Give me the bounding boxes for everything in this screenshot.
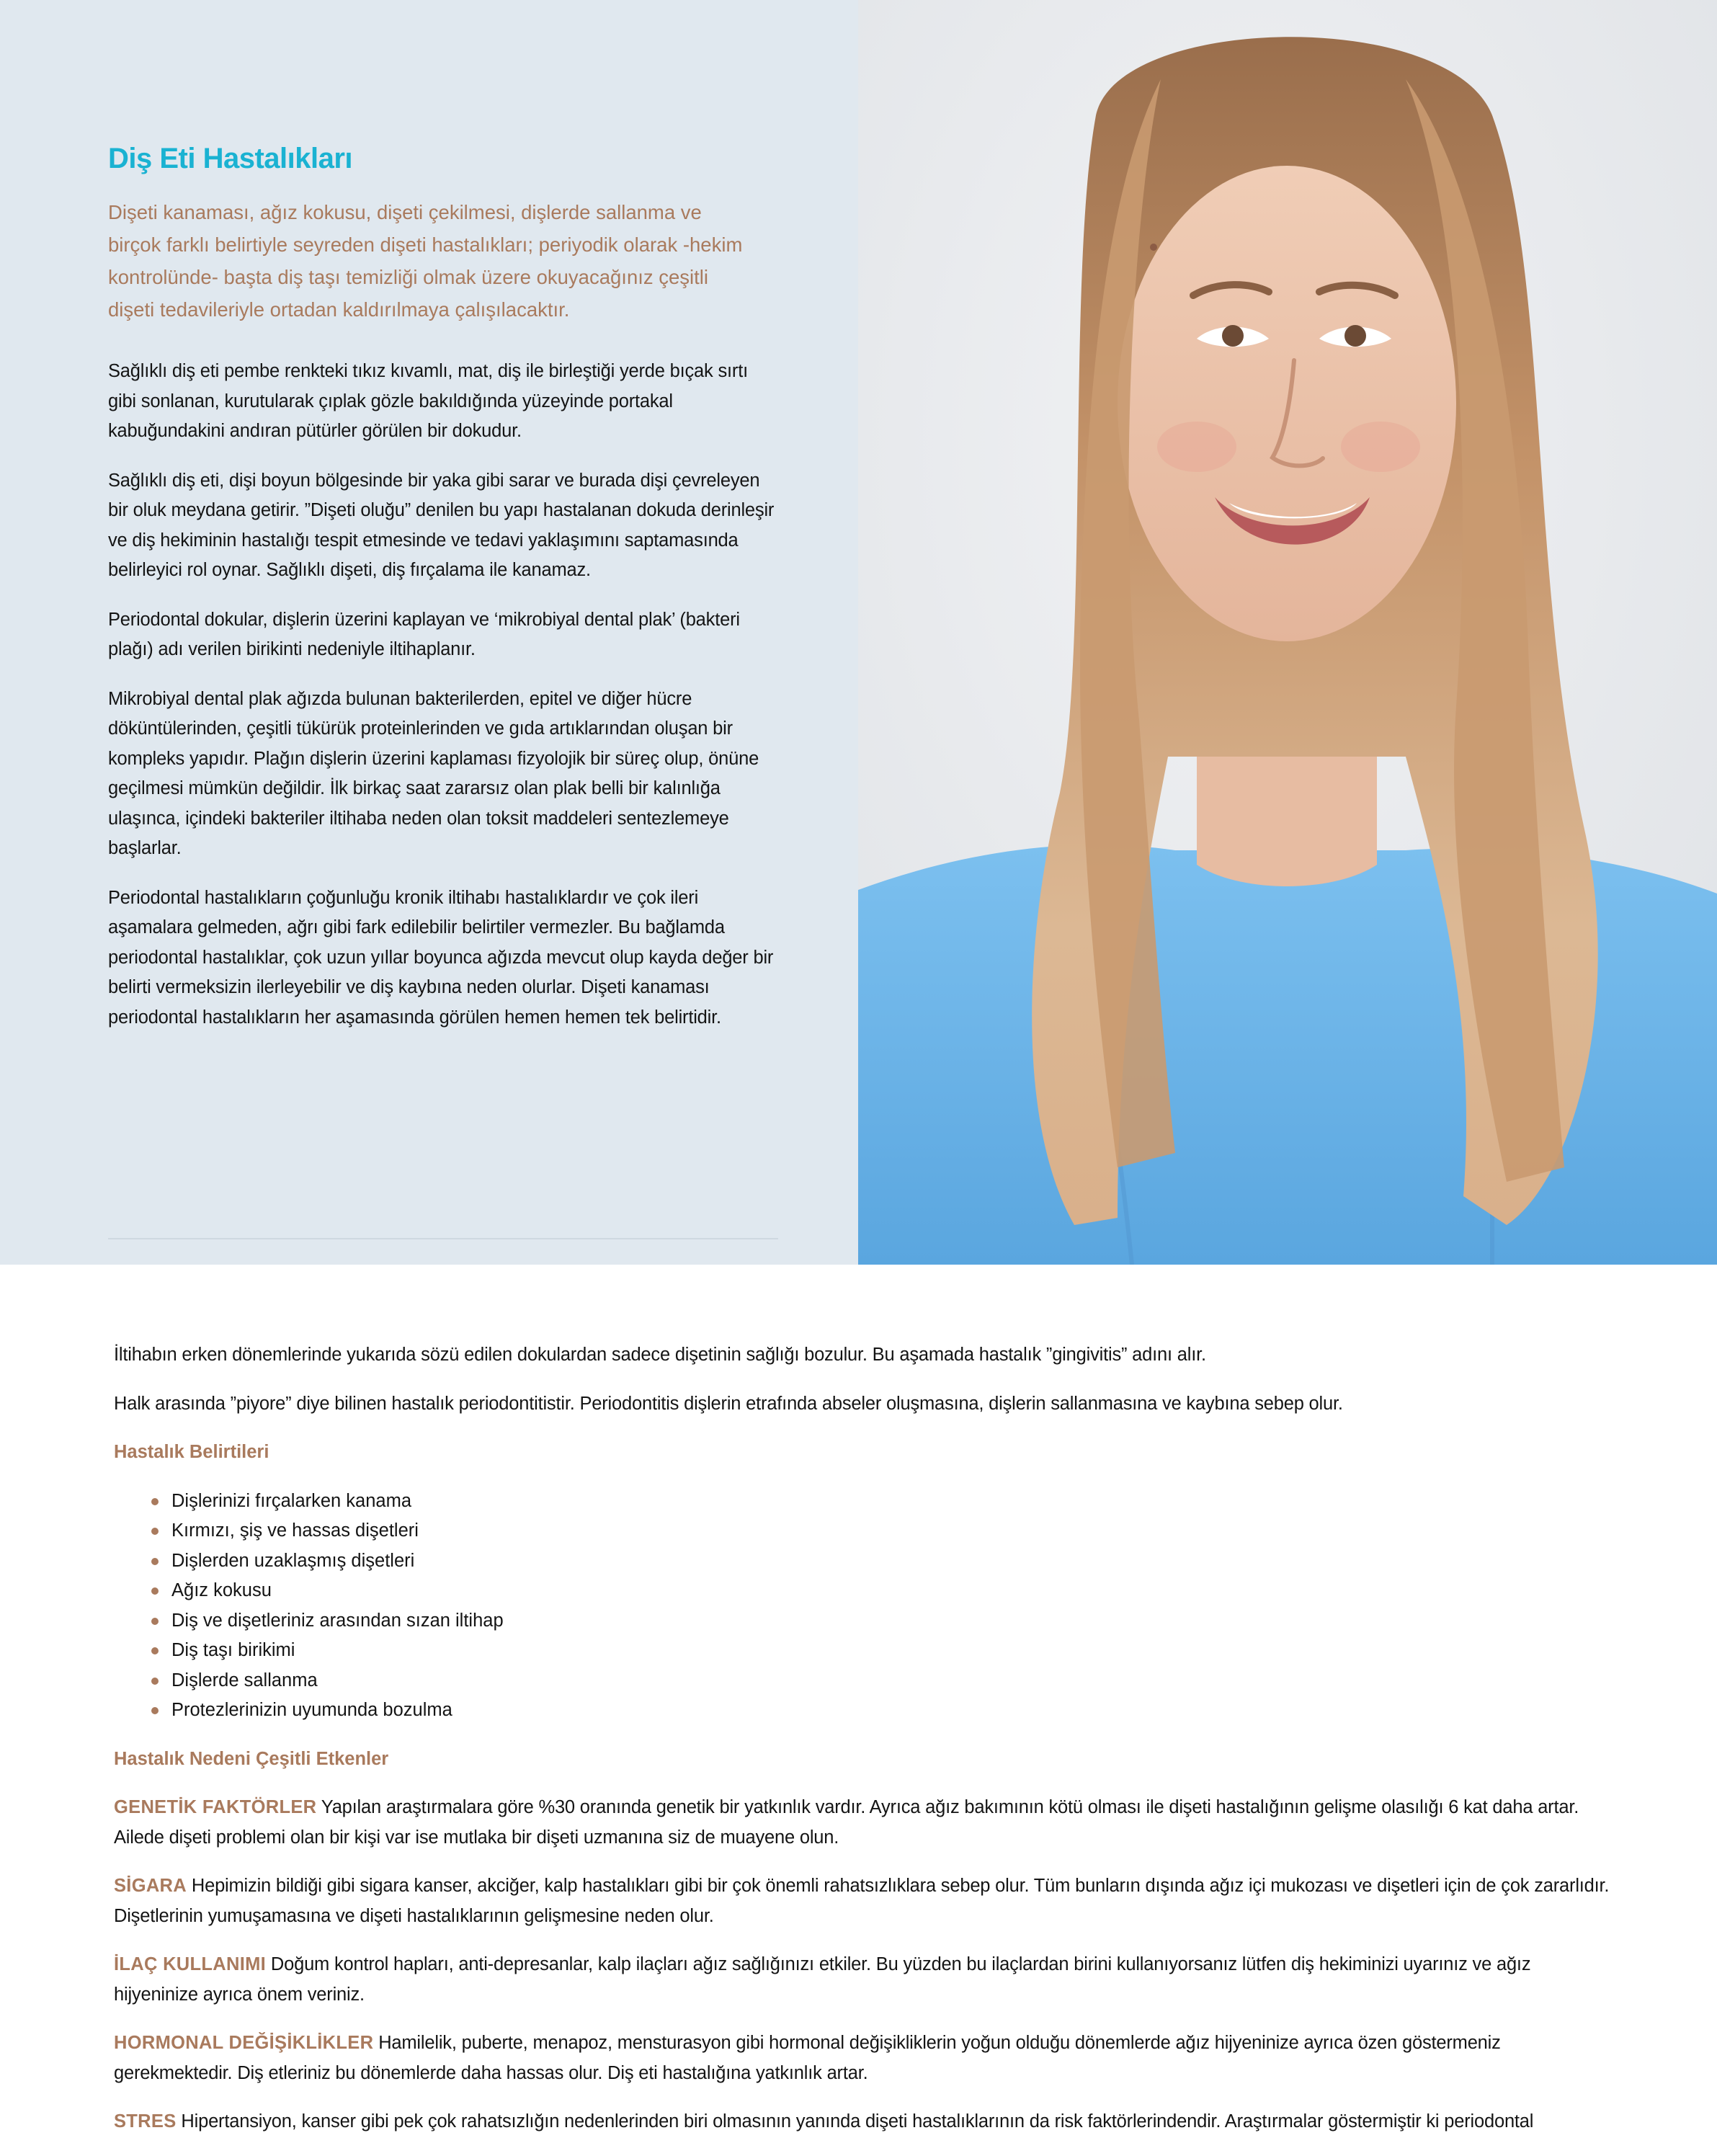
intro-paragraph: Halk arasında ”piyore” diye bilinen hastalık periodontitistir. Periodontitis dişlerin etrafında abseler oluşmasına, dişlerin sallanmasına ve kaybına sebep olur. (114, 1393, 1343, 1414)
list-item-text: Diş taşı birikimi (171, 1640, 295, 1660)
body-paragraph: Periodontal dokular, dişlerin üzerini kaplayan ve ‘mikrobiyal dental plak’ (bakteri plağı) adı verilen birikinti nedeniyle iltihaplanır. (108, 609, 740, 659)
factor-text: Hamilelik, puberte, menapoz, mensturasyon gibi hormonal değişikliklerin yoğun olduğu dönemlerde ağız hijyeninize ayrıca özen göstermeniz gerekmektedir. Diş etleriniz bu dönemlerde daha hassas olur. Diş eti hastalığına yatkınlık artar. (114, 2033, 1501, 2083)
causes-heading: Hastalık Nedeni Çeşitli Etkenler (114, 1748, 389, 1769)
body-paragraph: Periodontal hastalıkların çoğunluğu kronik iltihabı hastalıklardır ve çok ileri aşamalara gelmeden, ağrı gibi fark edilebilir belirtiler vermezler. Bu bağlamda periodontal hastalıklar, çok uzun yıllar boyunca ağızda mevcut olup kayda değer bir belirti vermeksizin ilerleyebilir ve diş kaybına neden olurlar. Dişeti kanaması periodontal hastalıkların her aşamasında görülen hemen hemen tek belirtidir. (108, 887, 774, 1028)
bullet-icon (151, 1647, 159, 1654)
factor-label: HORMONAL DEĞİŞİKLİKLER (114, 2033, 374, 2053)
list-item-text: Kırmızı, şiş ve hassas dişetleri (171, 1520, 419, 1541)
list-item (151, 1516, 1613, 1546)
article-content (114, 1340, 1613, 2156)
body-paragraph: Mikrobiyal dental plak ağızda bulunan bakterilerden, epitel ve diğer hücre döküntülerinden, çeşitli tükürük proteinlerinden ve gıda artıklarından oluşan bir kompleks yapıdır. Plağın dişlerin üzerini kaplaması fizyolojik bir süreç olup, önüne geçilmesi mümkün değildir. İlk birkaç saat zararsız olan plak belli bir kalınlığa ulaşınca, içindeki bakteriler iltihaba neden olan toksit maddeleri sentezlemeye başlarlar. (108, 688, 759, 858)
list-item (151, 1546, 1613, 1577)
factor-paragraph (114, 2107, 1613, 2137)
list-item-text: Dişlerden uzaklaşmış dişetleri (171, 1550, 415, 1571)
list-item-text: Ağız kokusu (171, 1580, 272, 1600)
list-item-text: Protezlerinizin uyumunda bozulma (171, 1700, 452, 1720)
list-item (151, 1666, 1613, 1696)
list-item (151, 1576, 1613, 1606)
bullet-icon (151, 1498, 159, 1505)
factor-text: Doğum kontrol hapları, anti-depresanlar, kalp ilaçları ağız sağlığınızı etkiler. Bu yüzden bu ilaçlardan birini kullanıyorsanız lütfen diş hekiminizi uyarınız ve ağız hijyeninize ayrıca önem veriniz. (114, 1954, 1531, 2005)
body-paragraph: Sağlıklı diş eti, dişi boyun bölgesinde bir yaka gibi sarar ve burada dişi çevreleyen bir oluk meydana getirir. ”Dişeti oluğu” denilen bu yapı hastalanan dokuda derinleşir ve diş hekiminin hastalığı tespit etmesinde ve tedavi yaklaşımını saptamasında belirleyici rol oynar. Sağlıklı dişeti, diş fırçalama ile kanamaz. (108, 470, 775, 580)
factor-text: Hepimizin bildiği gibi sigara kanser, akciğer, kalp hastalıkları gibi bir çok önemli rahatsızlıklara sebep olur. Tüm bunların dışında ağız içi mukozası ve dişetleri için de çok zararlıdır. Dişetlerinin yumuşamasına ve dişeti hastalıklarının gelişmesine neden olur. (114, 1876, 1610, 1926)
factor-paragraph (114, 1793, 1613, 1853)
factor-label: GENETİK FAKTÖRLER (114, 1797, 317, 1817)
bullet-icon (151, 1587, 159, 1595)
list-item-text: Dişlerinizi fırçalarken kanama (171, 1490, 412, 1511)
smiling-woman-photo (858, 0, 1717, 1265)
factor-label: SİGARA (114, 1876, 187, 1896)
list-item (151, 1696, 1613, 1726)
symptoms-heading: Hastalık Belirtileri (114, 1442, 269, 1462)
list-item (151, 1606, 1613, 1636)
factor-label: STRES (114, 2111, 177, 2132)
bullet-icon (151, 1707, 159, 1714)
factor-text: Yapılan araştırmalara göre %30 oranında genetik bir yatkınlık vardır. Ayrıca ağız bakımının kötü olması ile dişeti hastalığının gelişme olasılığı 6 kat daha artar. Ailede dişeti problemi olan bir kişi var ise mutlaka bir dişeti uzmanına siz de muayene olun. (114, 1797, 1579, 1848)
list-item-text: Dişlerde sallanma (171, 1670, 318, 1690)
bullet-icon (151, 1618, 159, 1625)
factor-paragraph (114, 1871, 1613, 1931)
section-divider (108, 1238, 778, 1239)
page-title: Diş Eti Hastalıkları (108, 143, 353, 174)
bullet-icon (151, 1678, 159, 1685)
intro-paragraph: İltihabın erken dönemlerinde yukarıda sözü edilen dokulardan sadece dişetinin sağlığı bozulur. Bu aşamada hastalık ”gingivitis” adını alır. (114, 1345, 1206, 1365)
body-paragraph: Sağlıklı diş eti pembe renkteki tıkız kıvamlı, mat, diş ile birleştiği yerde bıçak sırtı gibi sonlanan, kurutularak çıplak gözle bakıldığında yüzeyinde portakal kabuğundakini andıran pütürler görülen bir dokudur. (108, 361, 748, 441)
symptoms-list (114, 1487, 1613, 1726)
factor-label: İLAÇ KULLANIMI (114, 1954, 267, 1974)
list-item-text: Diş ve dişetleriniz arasından sızan iltihap (171, 1610, 504, 1631)
factor-paragraph (114, 2028, 1613, 2088)
list-item (151, 1487, 1613, 1517)
bullet-icon (151, 1558, 159, 1565)
list-item (151, 1636, 1613, 1666)
hero-body (108, 357, 778, 1052)
lead-paragraph: Dişeti kanaması, ağız kokusu, dişeti çekilmesi, dişlerde sallanma ve birçok farklı belirtiyle seyreden dişeti hastalıkları; periyodik olarak -hekim kontrolünde- başta diş taşı temizliği olmak üzere okuyacağınız çeşitli dişeti tedavileriyle ortadan kaldırılmaya çalışılacaktır. (108, 201, 743, 321)
hero-text-panel (0, 0, 858, 1265)
bullet-icon (151, 1528, 159, 1535)
factor-paragraph (114, 1950, 1613, 2010)
factor-text: Hipertansiyon, kanser gibi pek çok rahatsızlığın nedenlerinden biri olmasının yanında dişeti hastalıklarının da risk faktörlerindendir. Araştırmalar göstermiştir ki periodontal (176, 2111, 1534, 2132)
